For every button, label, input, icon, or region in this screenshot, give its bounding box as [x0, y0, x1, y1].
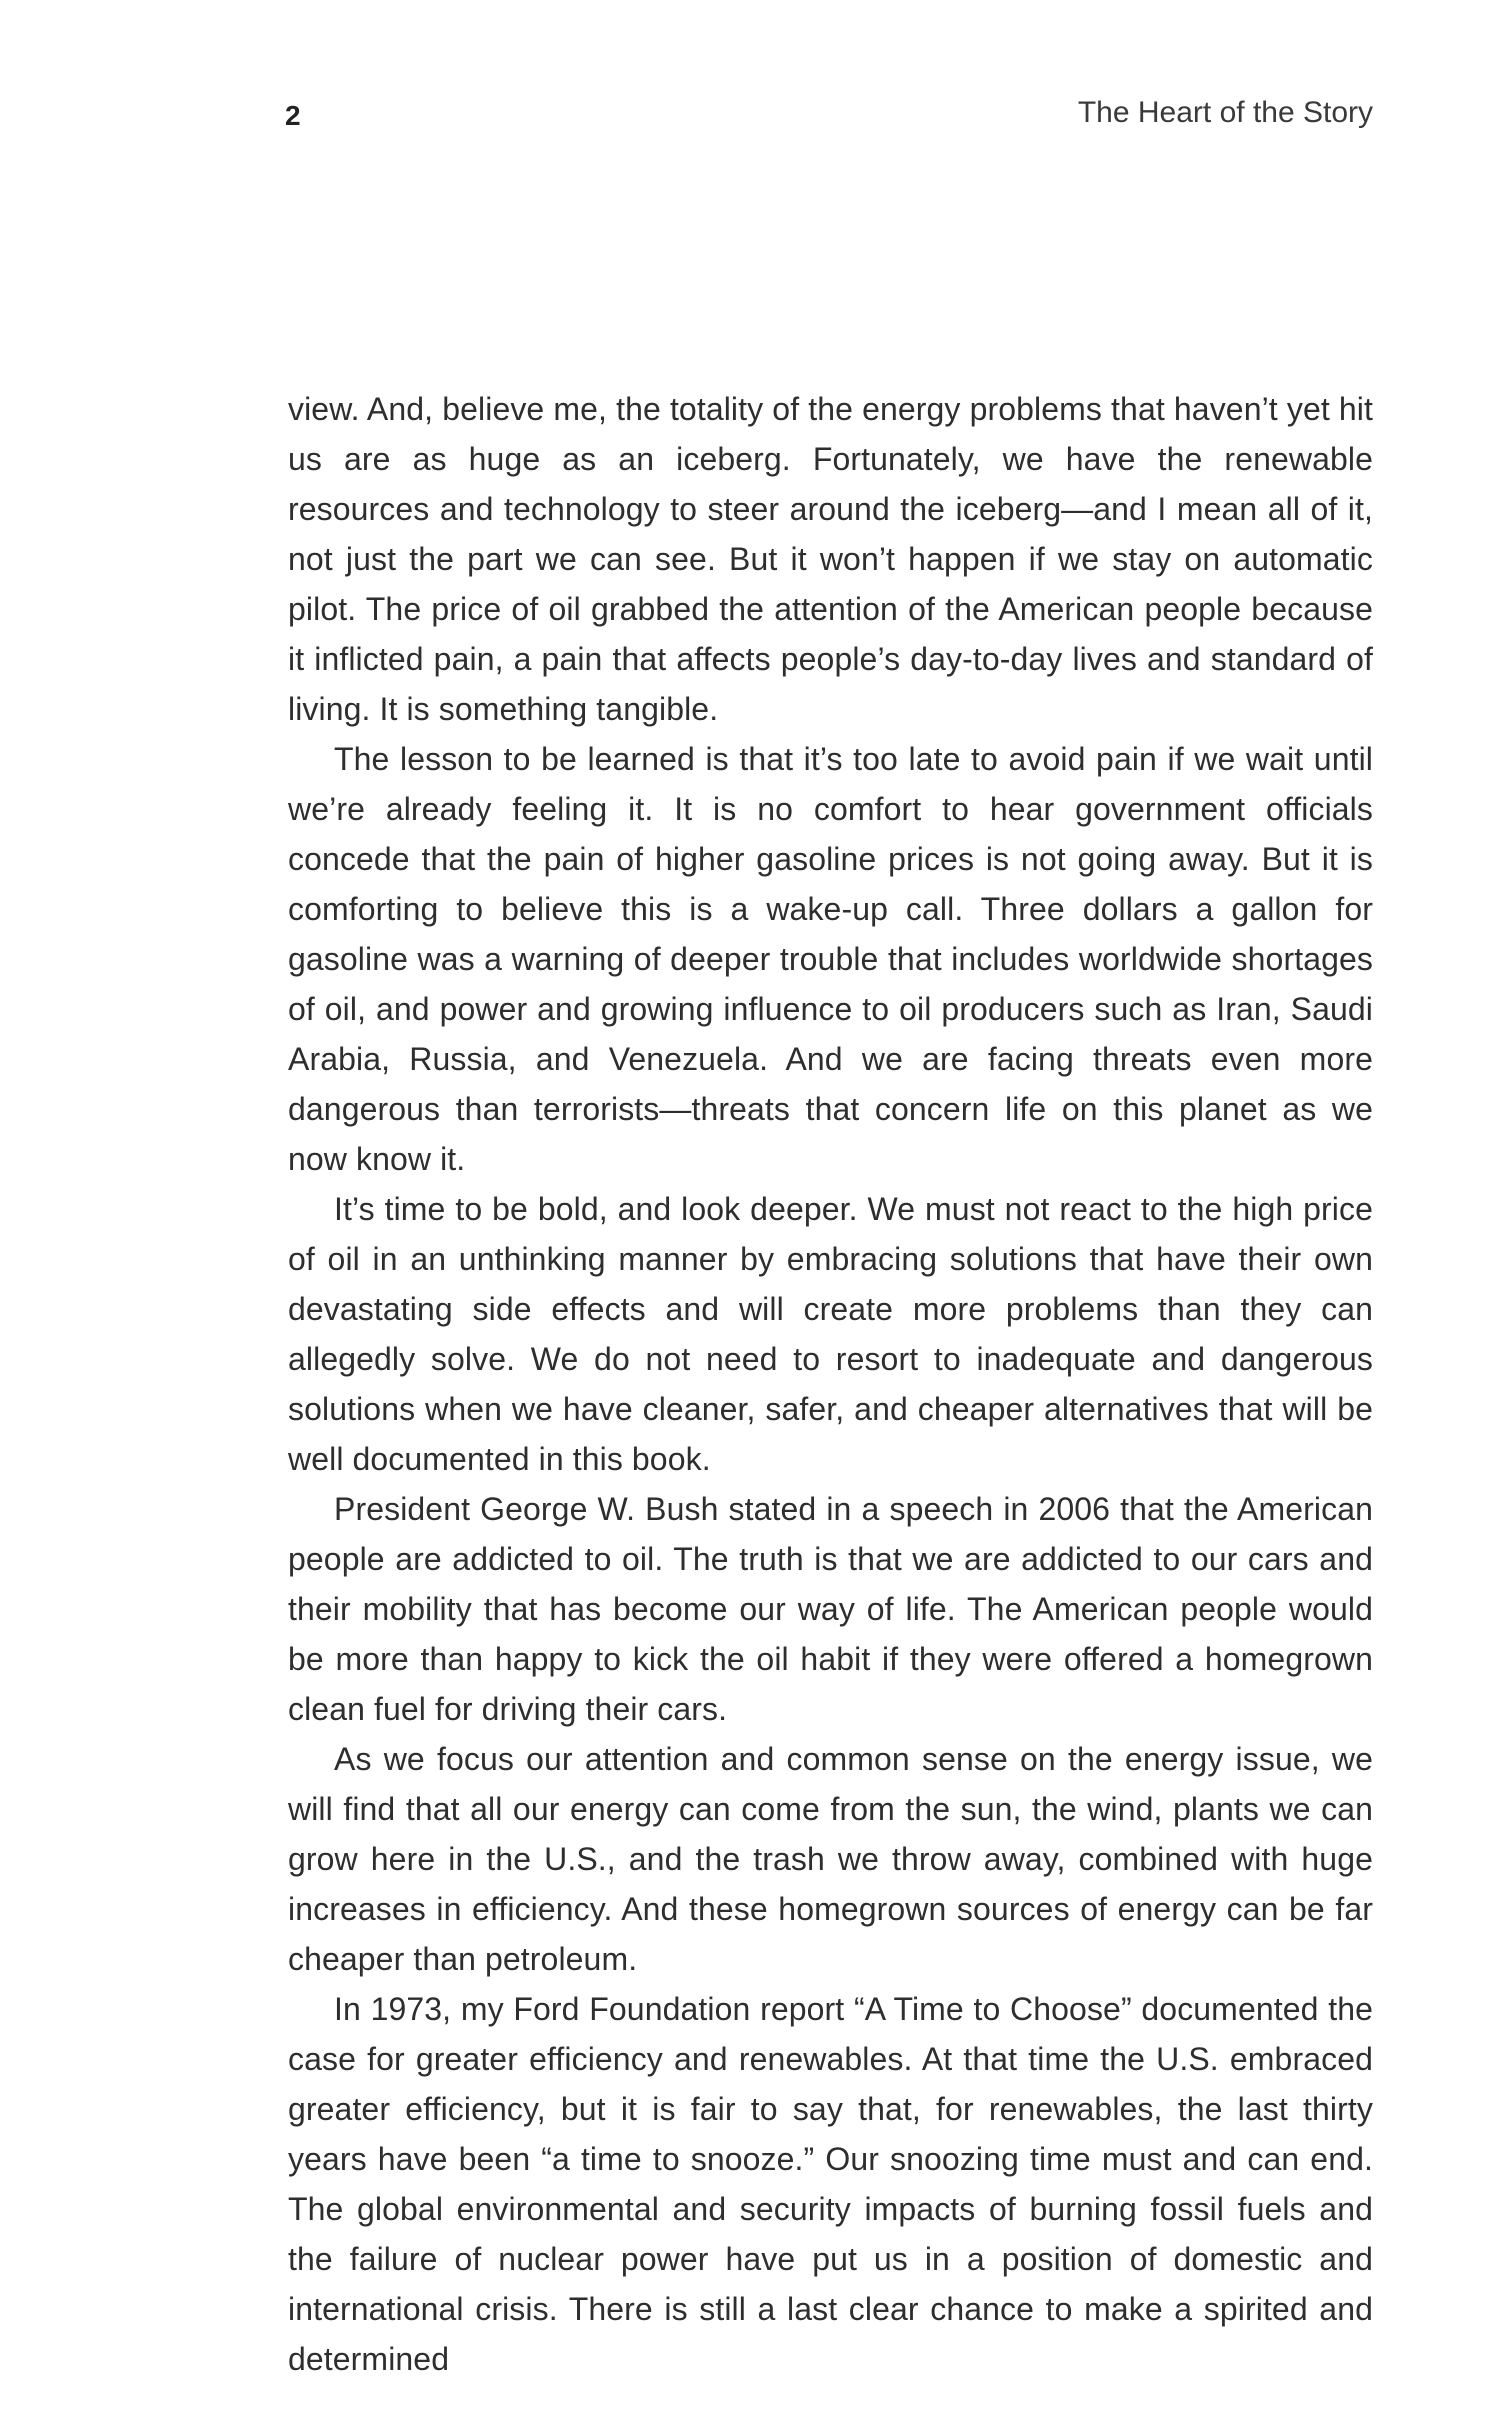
- paragraph-1: view. And, believe me, the totality of the energy problems that haven’t yet hit us are as huge as an iceberg. Fortunately, we have the renewable resources and technology to steer around the iceberg—and I mean all of it, not just the part we can see. But it won’t happen if we stay on automatic pilot. The price of oil grabbed the attention of the American people because it inflicted pain, a pain that affects people’s day-to-day lives and standard of living. It is something tangible.: [288, 391, 1373, 727]
- running-head: The Heart of the Story: [1077, 96, 1373, 129]
- body-text: [288, 384, 1373, 2384]
- paragraph-5: As we focus our attention and common sense on the energy issue, we will find that all our energy can come from the sun, the wind, plants we can grow here in the U.S., and the trash we throw away, combined with huge increases in efficiency. And these homegrown sources of energy can be far cheaper than petroleum.: [288, 1741, 1373, 1977]
- paragraph-4: President George W. Bush stated in a speech in 2006 that the American people are addicted to oil. The truth is that we are addicted to our cars and their mobility that has become our way of life. The American people would be more than happy to kick the oil habit if they were offered a homegrown clean fuel for driving their cars.: [288, 1491, 1373, 1727]
- paragraph-6: In 1973, my Ford Foundation report “A Time to Choose” documented the case for greater efficiency and renewables. At that time the U.S. embraced greater efficiency, but it is fair to say that, for renewables, the last thirty years have been “a time to snooze.” Our snoozing time must and can end. The global environmental and security impacts of burning fossil fuels and the failure of nuclear power have put us in a position of domestic and international crisis. There is still a last clear chance to make a spirited and determined: [288, 1991, 1373, 2377]
- paragraph-3: It’s time to be bold, and look deeper. We must not react to the high price of oil in an unthinking manner by embracing solutions that have their own devastating side effects and will create more problems than they can allegedly solve. We do not need to resort to inadequate and dangerous solutions when we have cleaner, safer, and cheaper alternatives that will be well documented in this book.: [288, 1191, 1373, 1477]
- paragraph-2: The lesson to be learned is that it’s too late to avoid pain if we wait until we’re already feeling it. It is no comfort to hear government officials concede that the pain of higher gasoline prices is not going away. But it is comforting to believe this is a wake-up call. Three dollars a gallon for gasoline was a warning of deeper trouble that includes worldwide shortages of oil, and power and growing influence to oil producers such as Iran, Saudi Arabia, Russia, and Venezuela. And we are facing threats even more dangerous than terrorists—threats that concern life on this planet as we now know it.: [288, 741, 1373, 1177]
- page-number: 2: [285, 100, 301, 131]
